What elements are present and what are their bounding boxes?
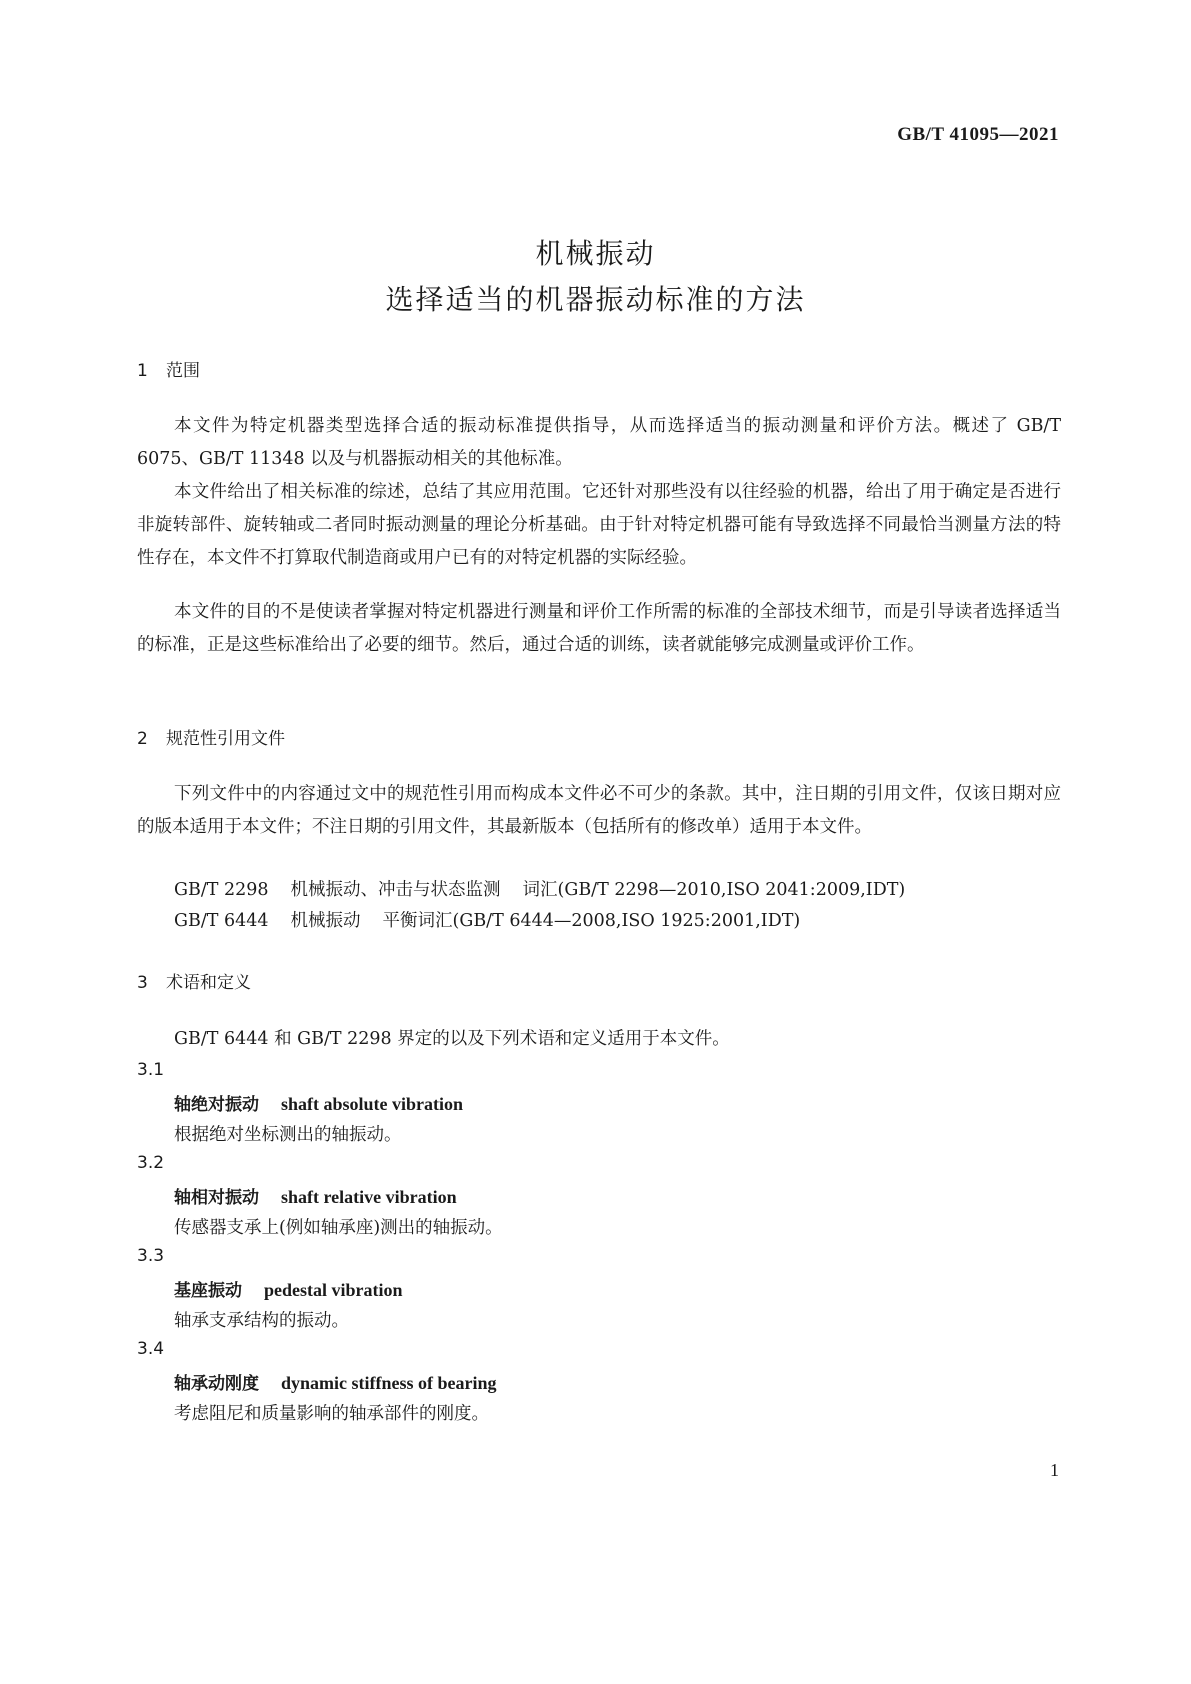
term-number: 3.2: [137, 1153, 165, 1173]
section-1-paragraph-2: 本文件给出了相关标准的综述，总结了其应用范围。它还针对那些没有以往经验的机器，给出了用于确定是否进行非旋转部件、旋转轴或二者同时振动测量的理论分析基础。由于针对特定机器可能有导致选择不同最恰当测量方法的特性存在，本文件不打算取代制造商或用户已有的对特定机器的实际经验。: [137, 482, 1061, 568]
section-1-paragraph-1: 本文件为特定机器类型选择合适的振动标准提供指导，从而选择适当的振动测量和评价方法。概述了 GB/T 6075、GB/T 11348 以及与机器振动相关的其他标准。: [137, 416, 1061, 469]
normative-reference: [174, 876, 905, 901]
reference-code: GB/T 2298: [174, 880, 269, 900]
section-3-number: 3: [137, 973, 148, 993]
term-name-en: shaft relative vibration: [281, 1187, 457, 1207]
term-name-en: pedestal vibration: [264, 1280, 403, 1300]
reference-code: GB/T 6444: [174, 911, 269, 931]
section-3-intro: GB/T 6444 和 GB/T 2298 界定的以及下列术语和定义适用于本文件。: [174, 1029, 730, 1049]
section-2-heading: [137, 724, 285, 749]
term-definition: 传感器支承上(例如轴承座)测出的轴振动。: [174, 1218, 503, 1238]
term-definition: 考虑阻尼和质量影响的轴承部件的刚度。: [174, 1404, 489, 1424]
term-number: 3.4: [137, 1339, 165, 1359]
term-name-en: dynamic stiffness of bearing: [281, 1373, 497, 1393]
term-name-zh: 轴承动刚度: [174, 1374, 259, 1394]
reference-title-part-a: 机械振动: [290, 911, 361, 931]
term-heading: [174, 1369, 497, 1394]
section-1-heading: [137, 356, 200, 381]
section-3-title: 术语和定义: [166, 973, 251, 993]
section-1-number: 1: [137, 361, 148, 381]
section-3-heading: [137, 968, 251, 993]
term-name-en: shaft absolute vibration: [281, 1094, 464, 1114]
term-name-zh: 轴绝对振动: [174, 1095, 259, 1115]
document-title-line-1: 机械振动: [535, 237, 656, 270]
reference-title-part-b: 词汇(GB/T 2298—2010,ISO 2041:2009,IDT): [522, 880, 906, 900]
section-2-paragraph: 下列文件中的内容通过文中的规范性引用而构成本文件必不可少的条款。其中，注日期的引用文件，仅该日期对应的版本适用于本文件；不注日期的引用文件，其最新版本（包括所有的修改单）适用于本文件。: [137, 784, 1061, 837]
term-definition: 根据绝对坐标测出的轴振动。: [174, 1125, 402, 1145]
section-2-number: 2: [137, 729, 148, 749]
standard-number: GB/T 41095—2021: [897, 124, 1059, 145]
term-heading: [174, 1090, 463, 1115]
term-name-zh: 轴相对振动: [174, 1188, 259, 1208]
section-1-paragraph-3: 本文件的目的不是使读者掌握对特定机器进行测量和评价工作所需的标准的全部技术细节，而是引导读者选择适当的标准，正是这些标准给出了必要的细节。然后，通过合适的训练，读者就能够完成测量或评价工作。: [137, 602, 1061, 655]
page-number: 1: [1050, 1460, 1059, 1480]
reference-title-part-b: 平衡词汇(GB/T 6444—2008,ISO 1925:2001,IDT): [382, 911, 801, 931]
section-2-title: 规范性引用文件: [166, 729, 285, 749]
term-heading: [174, 1183, 457, 1208]
term-number: 3.1: [137, 1060, 165, 1080]
term-heading: [174, 1276, 403, 1301]
normative-reference: [174, 907, 800, 932]
section-1-title: 范围: [166, 361, 200, 381]
reference-title-part-a: 机械振动、冲击与状态监测: [290, 880, 501, 900]
term-number: 3.3: [137, 1246, 165, 1266]
document-title-line-2: 选择适当的机器振动标准的方法: [385, 283, 806, 316]
term-definition: 轴承支承结构的振动。: [174, 1311, 349, 1331]
term-name-zh: 基座振动: [174, 1281, 242, 1301]
